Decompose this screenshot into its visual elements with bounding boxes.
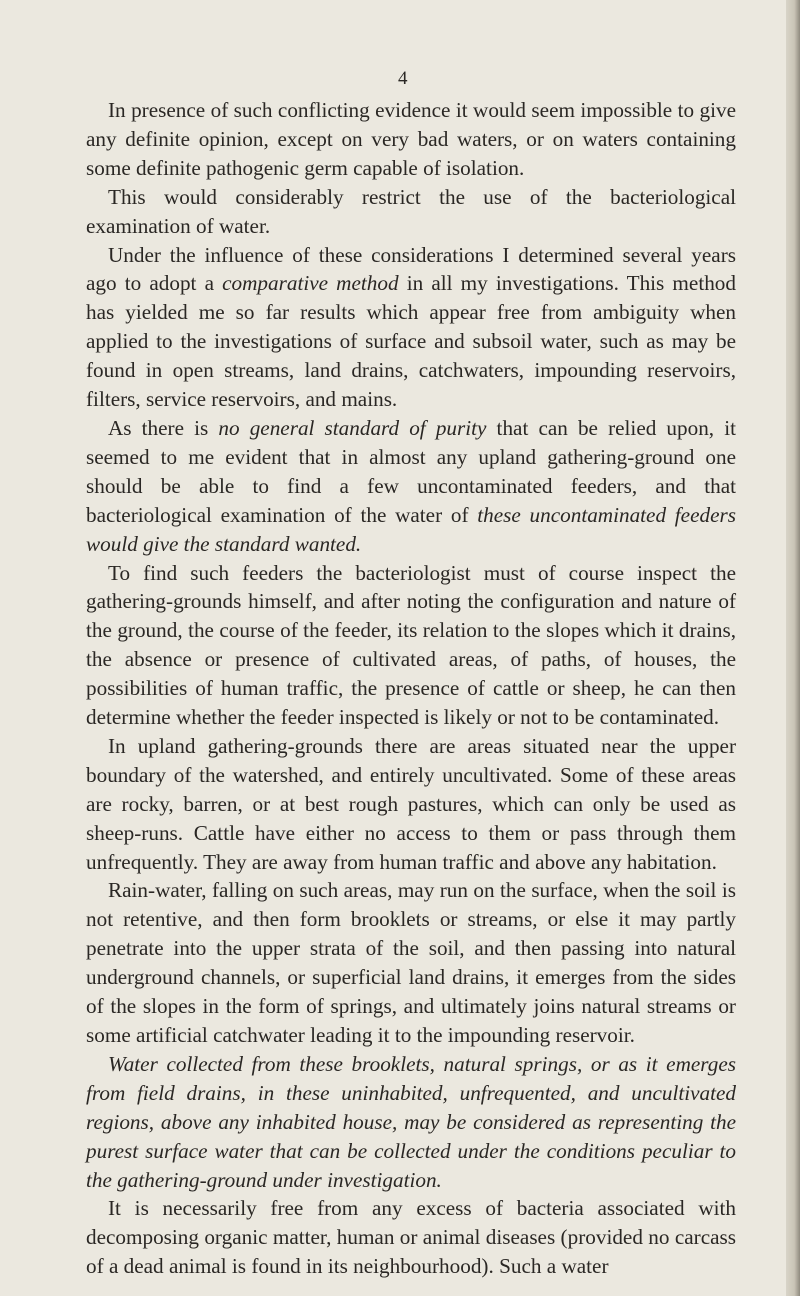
purest-water-emphasis: Water collected from these brooklets, natural springs, or as it emerges from field drains, in these uninhabited, unfrequented, and uncultivated regions, above any inhabited house, may be considered as representing the purest surface water that can be collected under the conditions peculiar to the gathering-ground under investigation. bbox=[86, 1051, 736, 1192]
paragraph-standard-of-purity bbox=[86, 414, 736, 559]
paragraph-comparative-method-text-2: in all my investigations. This method has yielded me so far results which appear free from ambiguity when applied to the investigations of surface and subsoil water, such as may be found in open streams, land drains, catchwaters, impounding reservoirs, filters, service reservoirs, and mains. bbox=[86, 271, 736, 412]
paragraph-standard-text-1: As there is bbox=[108, 415, 219, 440]
paragraph-purest-water bbox=[86, 1050, 736, 1195]
uncontaminated-feeders-emphasis: these uncontaminated feeders would give the standard wanted. bbox=[86, 502, 736, 556]
paragraph-comparative-method bbox=[86, 241, 736, 414]
paragraph-rain-water: Rain-water, falling on such areas, may run on the surface, when the soil is not retentive, and then form brooklets or streams, or else it may partly penetrate into the upper strata of the soil, and then passing into natural underground channels, or superficial land drains, it emerges from the sides of the slopes in the form of springs, and ultimately joins natural streams or some artificial catchwater leading it to the impounding reservoir. bbox=[86, 878, 736, 1047]
page-number: 4 bbox=[398, 68, 408, 89]
paragraph-upland-areas: In upland gathering-grounds there are areas situated near the upper boundary of the watershed, and entirely uncultivated. Some of these areas are rocky, barren, or at best rough pastures, which can only be used as sheep-runs. Cattle have either no access to them or pass through them unfrequently. They are away from human traffic and above any habitation. bbox=[86, 733, 736, 874]
paragraph-restrict-use: This would considerably restrict the use of the bacteriological examination of water. bbox=[86, 184, 736, 238]
paragraph-conflicting-evidence: In presence of such conflicting evidence it would seem impossible to give any definite opinion, except on very bad waters, or on waters containing some definite pathogenic germ capable of isolation. bbox=[86, 98, 736, 180]
body-text bbox=[86, 96, 736, 1281]
page-edge-shadow bbox=[786, 0, 800, 1296]
no-general-standard-emphasis: no general standard of purity bbox=[218, 415, 487, 440]
paragraph-comparative-method-text-1: Under the influence of these considerations I determined several years ago to adopt a bbox=[86, 242, 736, 296]
paragraph-free-from-bacteria: It is necessarily free from any excess of bacteria associated with decomposing organic matter, human or animal diseases (provided no carcass of a dead animal is found in its neighbourhood). Such a water bbox=[86, 1196, 736, 1279]
comparative-method-emphasis: comparative method bbox=[222, 271, 399, 296]
paragraph-standard-text-2: that can be relied upon, it seemed to me evident that in almost any upland gathering-ground one should be able to find a few uncontaminated feeders, and that bacteriological examination of the water of bbox=[86, 415, 736, 527]
paragraph-finding-feeders: To find such feeders the bacteriologist must of course inspect the gathering-grounds himself, and after noting the configuration and nature of the ground, the course of the feeder, its relation to the slopes which it drains, the absence or presence of cultivated areas, of paths, of houses, the possibilities of human traffic, the presence of cattle or sheep, he can then determine whether the feeder inspected is likely or not to be contaminated. bbox=[86, 560, 736, 730]
